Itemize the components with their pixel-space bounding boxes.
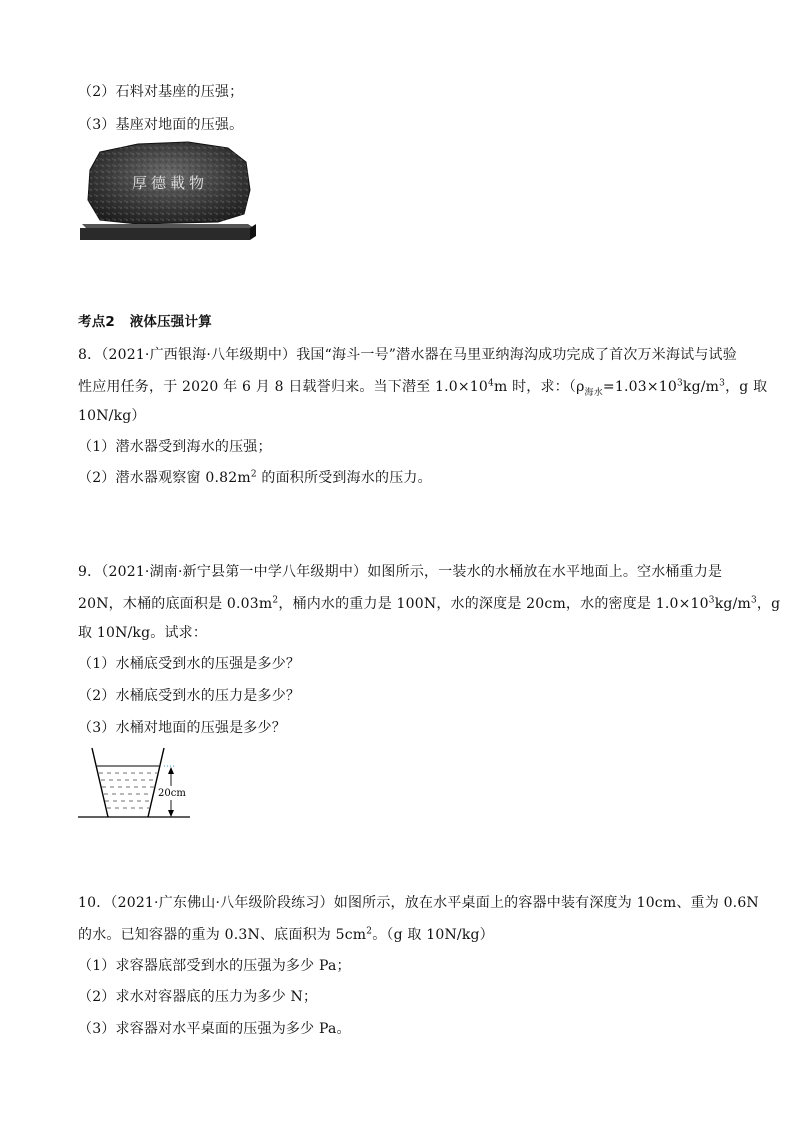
q9-line2: 20N，木桶的底面积是 $0.03m^2$，桶内水的重力是 100N，水的深度是 20cm，水的密度是 $1.0\times 10^3kg/m^3$，g: [78, 595, 781, 612]
water-bucket-diagram: [78, 744, 190, 822]
q10-sub3: （3）求容器对水平桌面的压强为多少 Pa。: [78, 1021, 351, 1037]
q10-line1: 10．（2021·广东佛山·八年级阶段练习）如图所示，放在水平桌面上的容器中装有深度为 10cm、重为 0.6N: [78, 895, 759, 911]
q8-line2: 性应用任务，于 2020 年 6 月 8 日载誉归来。当下潜至 $1.0\times 10^4m$ 时，求：（$\rho_{海水}=1.03\times 10^3kg/m^3$，g 取: [78, 378, 768, 398]
q10-sub2: （2）求水对容器底的压力为多少 N；: [78, 989, 318, 1005]
q9-sub1: （1）水桶底受到水的压强是多少？: [78, 656, 301, 672]
q8-sub1: （1）潜水器受到海水的压强；: [78, 439, 272, 455]
q9-sub3: （3）水桶对地面的压强是多少？: [78, 720, 286, 736]
q8-sub2: （2）潜水器观察窗 $0.82m^2$ 的面积所受到海水的压力。: [78, 469, 432, 486]
depth-label: 20cm: [158, 788, 186, 799]
prev-sub3: （3）基座对地面的压强。: [78, 117, 244, 133]
prev-sub2: （2）石料对基座的压强；: [78, 84, 244, 100]
section-label: 考点2: [78, 314, 115, 330]
q8-line3: 10N/kg）: [78, 408, 146, 424]
section-title: 液体压强计算: [129, 314, 212, 330]
q10-sub1: （1）求容器底部受到水的压强为多少 Pa；: [78, 958, 351, 974]
q10-line2: 的水。已知容器的重为 0.3N、底面积为 $5cm^2$。（g 取 10N/kg）: [78, 926, 494, 943]
q9-sub2: （2）水桶底受到水的压力是多少？: [78, 688, 301, 704]
section-heading: [78, 312, 212, 332]
q8-line1: 8．（2021·广西银海·八年级期中）我国“海斗一号”潜水器在马里亚纳海沟成功完成了首次万米海试与试验: [78, 347, 737, 363]
stone-inscription: 厚德載物: [131, 174, 209, 192]
q9-line1: 9．（2021·湖南·新宁县第一中学八年级期中）如图所示，一装水的水桶放在水平地面上。空水桶重力是: [78, 564, 723, 580]
stone-monument-image: [78, 140, 258, 244]
q9-line3: 取 10N/kg。试求：: [78, 625, 208, 641]
